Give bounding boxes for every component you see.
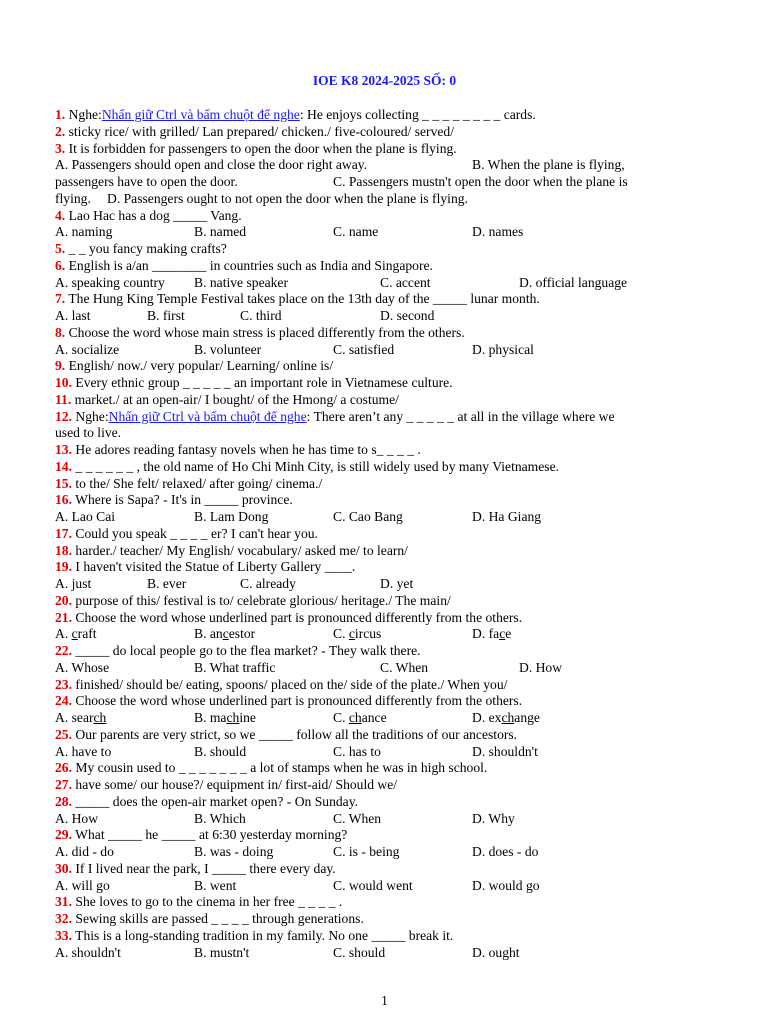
question-number: 12. [55,408,72,424]
question-number: 15. [55,475,72,491]
option-text: estor [228,626,256,642]
question-number: 31. [55,894,72,910]
option-a: A. naming [55,224,113,240]
question-text: She loves to go to the cinema in her free _ _ _ _ . [72,894,343,910]
question-8 [55,325,700,342]
question-13 [55,442,700,459]
underlined-part: c [348,626,355,642]
option-c: C. When [380,659,429,675]
option-c: C. already [240,576,296,591]
option-text: ange [514,710,540,725]
option-a: A. just [55,576,92,591]
options [55,224,700,241]
question-number: 28. [55,793,72,809]
options [55,342,700,359]
option-text: ine [239,710,256,725]
question-text: Our parents are very strict, so we _____ follow all the traditions of our ancestors. [72,726,518,742]
listen-link[interactable]: Nhấn giữ Ctrl và bấm chuột để nghe [101,107,300,122]
question-text: market./ at an open-air/ I bought/ of the Hmong/ a costume/ [71,391,399,407]
question-text: finished/ should be/ eating, spoons/ placed on the/ side of the plate./ When you/ [72,676,508,692]
question-text: _ _ _ _ _ _ , the old name of Ho Chi Minh City, is still widely used by many Vietnamese. [72,458,560,474]
question-number: 3. [55,140,66,156]
question-7 [55,291,700,308]
option-a: A. Lao Cai [55,509,116,524]
question-4 [55,208,700,225]
option-d: D. ought [472,944,520,960]
question-number: 32. [55,911,72,926]
option-d: D. yet [380,576,414,591]
question-16 [55,492,700,509]
question-33 [55,928,700,945]
option-text: C. [333,626,349,642]
option-a: A. shouldn't [55,944,121,960]
question-number: 23. [55,676,72,692]
options [55,811,700,828]
options [55,844,700,861]
option-b: B. What traffic [194,659,276,675]
option-d: D. Why [472,810,515,826]
option-a: A. Passengers should open and close the door right away. [55,157,368,173]
option-b: B. When the plane is flying, [472,157,625,173]
question-text: Where is Sapa? - It's in _____ province. [72,492,293,508]
option-d: D. Passengers ought to not open the door when the plane is flying. [107,190,468,206]
option-a: A. Whose [55,659,110,675]
question-text: English is a/an ________ in countries such as India and Singapore. [65,257,433,273]
option-c: C. Passengers mustn't open the door when the plane is [333,174,628,189]
question-number: 6. [55,257,66,273]
question-number: 7. [55,291,66,307]
option-c: C. accent [380,274,431,290]
question-prefix: Nghe: [65,107,102,122]
option-line [55,191,700,208]
option-c [333,626,472,643]
option-d: D. names [472,224,524,240]
underlined-part: ch [226,710,240,725]
option-b: B. should [194,743,247,759]
question-30 [55,861,700,878]
question-20 [55,593,700,610]
option-a: A. socialize [55,341,120,357]
question-9 [55,358,700,375]
question-2 [55,124,700,141]
option-d: D. Ha Giang [472,509,542,524]
option-a: A. will go [55,877,110,893]
question-text: sticky rice/ with grilled/ Lan prepared/ chicken./ five-coloured/ served/ [65,123,454,139]
option-b: B. Lam Dong [194,509,269,524]
option-c: C. would went [333,877,413,893]
option-b: B. mustn't [194,944,250,960]
option-d: D. second [380,308,435,323]
options [55,626,700,643]
option-d: D. physical [472,341,534,357]
underlined-part: c [222,626,229,642]
question-text: What _____ he _____ at 6:30 yesterday morning? [72,827,348,843]
question-27 [55,777,700,794]
option-d [472,626,611,643]
question-number: 9. [55,358,66,374]
question-list [55,107,700,961]
question-text: The Hung King Temple Festival takes place on the 13th day of the _____ lunar month. [65,291,540,307]
underlined-part: ch [348,710,362,725]
question-number: 19. [55,559,72,575]
question-22 [55,643,700,660]
question-number: 10. [55,375,72,390]
question-text: Choose the word whose underlined part is pronounced differently from the others. [72,609,523,625]
option-c: C. should [333,944,386,960]
option-a [55,626,194,643]
option-d: D. would go [472,877,540,893]
question-number: 16. [55,492,72,508]
options [55,576,700,593]
question-number: 33. [55,927,72,943]
option-c: C. has to [333,743,381,759]
option-d: D. How [519,659,563,675]
question-21 [55,610,700,627]
question-5 [55,241,700,258]
question-text: _____ does the open-air market open? - On Sunday. [72,793,359,809]
option-b: B. was - doing [194,844,274,859]
option-text: ance [361,710,387,725]
question-number: 24. [55,693,72,709]
underlined-part: ch [93,710,107,725]
question-32 [55,911,700,928]
options [55,308,700,325]
option-a: A. have to [55,743,112,759]
question-text: Lao Hac has a dog _____ Vang. [65,207,242,223]
option-text: D. fa [472,626,500,642]
question-number: 27. [55,777,72,792]
question-15 [55,476,700,493]
question-number: 4. [55,207,66,223]
question-6 [55,258,700,275]
option-b: B. volunteer [194,341,262,357]
option-line [55,174,700,191]
question-number: 29. [55,827,72,843]
question-number: 25. [55,726,72,742]
option-a [55,710,194,727]
question-number: 8. [55,324,66,340]
question-text: harder./ teacher/ My English/ vocabulary/ asked me/ to learn/ [72,542,408,558]
question-text: used to live. [55,425,122,441]
question-text: to the/ She felt/ relaxed/ after going/ cinema./ [72,475,323,491]
question-prefix: Nghe: [72,408,109,424]
page-title: IOE K8 2024-2025 SỐ: 0 [312,73,457,88]
option-c: C. is - being [333,844,400,859]
option-c: C. name [333,224,379,240]
underlined-part: ch [501,710,515,725]
question-number: 14. [55,458,72,474]
question-text: _ _ you fancy making crafts? [65,241,227,256]
option-b: B. native speaker [194,274,288,290]
option-b [194,626,333,643]
option-c: C. third [240,308,282,323]
options [55,744,700,761]
question-text: I haven't visited the Statue of Liberty Gallery ____. [72,559,356,575]
question-number: 21. [55,609,72,625]
underlined-part: c [499,626,506,642]
question-text: English/ now./ very popular/ Learning/ online is/ [65,358,334,374]
question-text: It is forbidden for passengers to open the door when the plane is flying. [65,140,457,156]
question-number: 11. [55,391,72,407]
question-3 [55,141,700,158]
option-text: A. [55,626,72,642]
question-10 [55,375,700,392]
options [55,878,700,895]
option-text: ircus [354,626,382,642]
question-text: Choose the word whose underlined part is pronounced differently from the others. [72,693,523,709]
options [55,509,700,526]
options [55,945,700,962]
question-18 [55,543,700,560]
options [55,660,700,677]
question-23 [55,677,700,694]
underlined-part: c [71,626,78,642]
option-d: D. does - do [472,844,539,859]
option-text: B. an [194,626,223,642]
page-number: 1 [381,993,388,1008]
question-number: 17. [55,525,72,541]
option-a: A. did - do [55,844,114,859]
question-number: 5. [55,241,66,256]
option-c: C. satisfied [333,341,395,357]
question-14 [55,459,700,476]
options [55,710,700,727]
question-19 [55,559,700,576]
option-text: e [505,626,512,642]
question-text: Could you speak _ _ _ _ er? I can't hear you. [72,525,318,541]
question-number: 20. [55,592,72,608]
question-text: : There aren’t any _ _ _ _ _ at all in the village where we [306,408,615,424]
question-28 [55,794,700,811]
question-text: _____ do local people go to the flea market? - They walk there. [72,643,421,658]
question-text: Sewing skills are passed _ _ _ _ through generations. [72,911,364,926]
question-24 [55,693,700,710]
question-31 [55,894,700,911]
option-a: A. last [55,308,91,323]
option-text: C. [333,710,349,725]
question-17 [55,526,700,543]
option-b: B. Which [194,810,246,826]
question-text: purpose of this/ festival is to/ celebrate glorious/ heritage./ The main/ [72,592,451,608]
option-c: C. When [333,810,382,826]
option-a: A. How [55,810,99,826]
question-text: : He enjoys collecting _ _ _ _ _ _ _ _ cards. [299,107,536,122]
question-1 [55,107,700,124]
option-c [333,710,472,727]
question-11 [55,392,700,409]
question-number: 2. [55,123,66,139]
question-text: He adores reading fantasy novels when he has time to s_ _ _ _ . [72,442,421,457]
question-number: 22. [55,643,72,658]
question-text: have some/ our house?/ equipment in/ first-aid/ Should we/ [72,777,398,792]
question-12 [55,409,700,426]
question-25 [55,727,700,744]
option-text: B. ma [194,710,227,725]
option-d: D. shouldn't [472,743,538,759]
option-d: D. official language [519,274,628,290]
question-12-cont [55,425,700,442]
question-26 [55,760,700,777]
option-line [55,157,700,174]
option-a: A. speaking country [55,274,165,290]
option-d [472,710,611,727]
options [55,275,700,292]
option-b: B. named [194,224,247,240]
question-text: My cousin used to _ _ _ _ _ _ _ a lot of stamps when he was in high school. [72,760,488,776]
option-b [194,710,333,727]
question-text: This is a long-standing tradition in my family. No one _____ break it. [72,927,454,943]
option-b-cont: passengers have to open the door. [55,174,238,189]
question-29 [55,827,700,844]
option-text: A. sear [55,710,94,725]
question-number: 30. [55,860,72,876]
option-b: B. ever [147,576,187,591]
question-number: 18. [55,542,72,558]
question-text: Every ethnic group _ _ _ _ _ an important role in Vietnamese culture. [72,375,453,390]
question-text: Choose the word whose main stress is placed differently from the others. [65,324,465,340]
option-c: C. Cao Bang [333,509,403,524]
option-b: B. first [147,308,185,323]
option-c-cont: flying. [55,190,91,206]
listen-link[interactable]: Nhấn giữ Ctrl và bấm chuột để nghe [108,408,307,424]
option-text: D. ex [472,710,502,725]
question-number: 26. [55,760,72,776]
question-number: 13. [55,442,72,457]
option-text: raft [77,626,97,642]
option-b: B. went [194,877,237,893]
question-number: 1. [55,107,66,122]
question-text: If I lived near the park, I _____ there every day. [72,860,336,876]
